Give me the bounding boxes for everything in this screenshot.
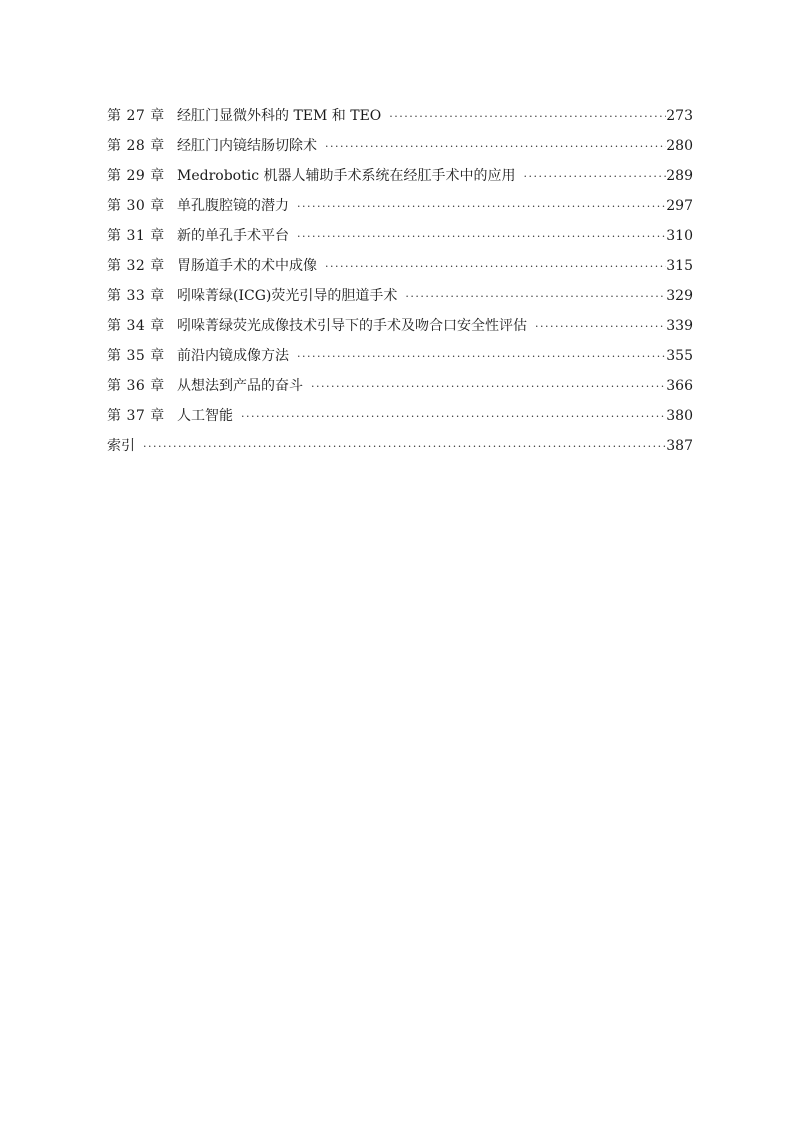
page-number: 315 [666,258,693,274]
dot-leader [307,372,666,402]
dot-leader [139,432,666,462]
page-number: 310 [666,228,693,244]
dot-leader [293,222,666,252]
chapter-title: 人工智能 [177,408,233,424]
page-number: 297 [666,198,693,214]
toc-entry-31[interactable] [107,221,693,251]
dot-leader [401,282,666,312]
chapter-title: 新的单孔手术平台 [177,228,289,244]
toc-entry-29[interactable] [107,161,693,191]
toc-entry-36[interactable] [107,371,693,401]
chapter-number: 第 27 章 [107,108,165,124]
chapter-number: 第 33 章 [107,288,165,304]
chapter-number: 第 32 章 [107,258,165,274]
page-number: 280 [666,138,693,154]
dot-leader [385,102,666,132]
chapter-number: 第 28 章 [107,138,165,154]
chapter-title: 经肛门内镜结肠切除术 [177,138,317,154]
toc-entry-35[interactable] [107,341,693,371]
table-of-contents [107,101,693,461]
chapter-number: 第 34 章 [107,318,165,334]
chapter-number: 第 36 章 [107,378,165,394]
page-number: 355 [666,348,693,364]
page-number: 380 [666,408,693,424]
page-number: 329 [666,288,693,304]
chapter-title: 胃肠道手术的术中成像 [177,258,317,274]
chapter-title: 吲哚菁绿(ICG)荧光引导的胆道手术 [177,288,398,304]
dot-leader [531,312,666,342]
chapter-number: 第 30 章 [107,198,165,214]
chapter-title: Medrobotic 机器人辅助手术系统在经肛手术中的应用 [177,168,516,184]
page-number: 366 [666,378,693,394]
page-number: 289 [666,168,693,184]
toc-entry-30[interactable] [107,191,693,221]
toc-entry-index[interactable] [107,431,693,461]
toc-entry-37[interactable] [107,401,693,431]
chapter-title: 经肛门显微外科的 TEM 和 TEO [177,108,382,124]
chapter-number: 第 37 章 [107,408,165,424]
toc-entry-32[interactable] [107,251,693,281]
dot-leader [293,192,666,222]
chapter-title: 前沿内镜成像方法 [177,348,289,364]
page-number: 387 [666,438,693,454]
chapter-title: 从想法到产品的奋斗 [177,378,303,394]
page-number: 339 [666,318,693,334]
dot-leader [321,132,666,162]
index-title: 索引 [107,438,135,454]
chapter-title: 吲哚菁绿荧光成像技术引导下的手术及吻合口安全性评估 [177,318,527,334]
chapter-number: 第 29 章 [107,168,165,184]
dot-leader [520,162,667,192]
dot-leader [237,402,666,432]
chapter-title: 单孔腹腔镜的潜力 [177,198,289,214]
page-number: 273 [666,108,693,124]
toc-entry-33[interactable] [107,281,693,311]
chapter-number: 第 31 章 [107,228,165,244]
toc-entry-27[interactable] [107,101,693,131]
dot-leader [293,342,666,372]
toc-entry-28[interactable] [107,131,693,161]
toc-entry-34[interactable] [107,311,693,341]
chapter-number: 第 35 章 [107,348,165,364]
dot-leader [321,252,666,282]
